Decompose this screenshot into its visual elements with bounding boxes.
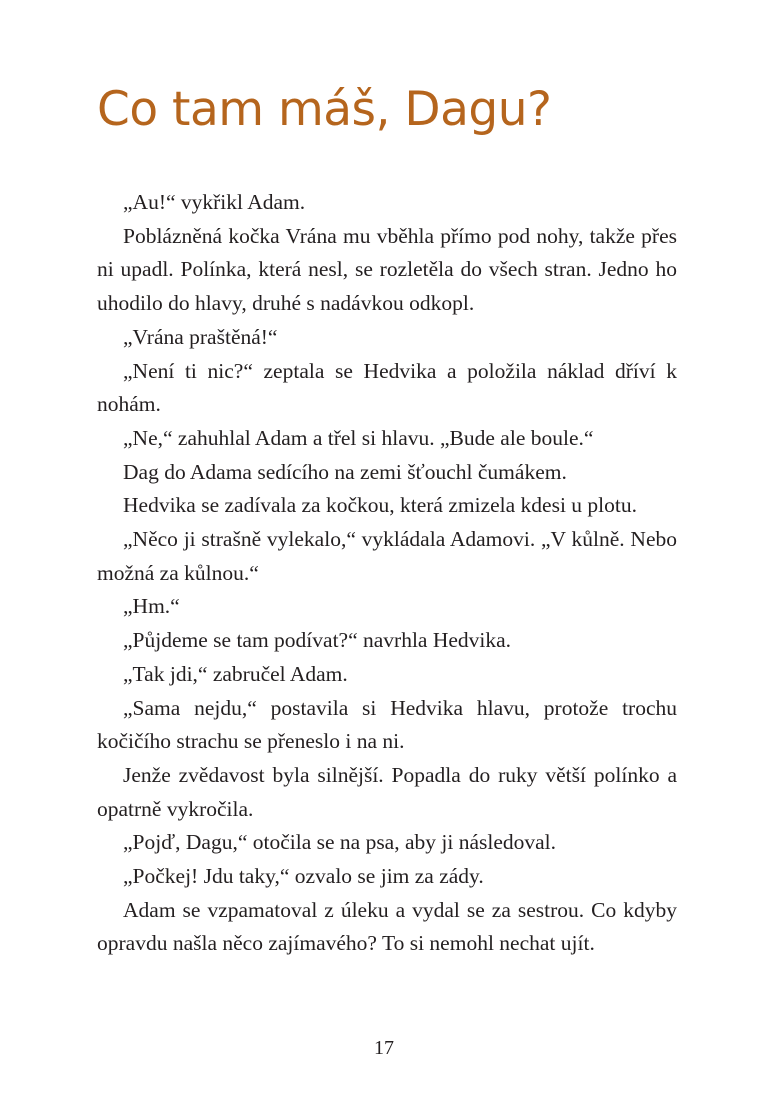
chapter-title: Co tam máš, Dagu? — [97, 82, 552, 137]
paragraph: „Není ti nic?“ zeptala se Hedvika a položila náklad dříví k nohám. — [97, 358, 677, 417]
paragraph: Hedvika se zadívala za kočkou, která zmizela kdesi u plotu. — [123, 493, 638, 518]
paragraph: Poblázněná kočka Vrána mu vběhla přímo pod nohy, takže přes ni upadl. Polínka, která nesl, se rozletěla do všech stran. Jedno ho uhodilo do hlavy, druhé s nadávkou odkopl. — [97, 223, 677, 316]
paragraph: „Pojď, Dagu,“ otočila se na psa, aby ji následoval. — [123, 830, 557, 855]
paragraph: Adam se vzpamatoval z úleku a vydal se za sestrou. Co kdyby opravdu našla něco zajímavého? To si nemohl nechat ujít. — [97, 897, 677, 956]
paragraph: „Hm.“ — [123, 594, 180, 619]
paragraph: „Půjdeme se tam podívat?“ navrhla Hedvika. — [123, 628, 512, 653]
paragraph: „Tak jdi,“ zabručel Adam. — [123, 661, 348, 686]
page-number: 17 — [374, 1037, 394, 1059]
paragraph: „Počkej! Jdu taky,“ ozvalo se jim za zády. — [123, 864, 484, 889]
paragraph: „Něco ji strašně vylekalo,“ vykládala Adamovi. „V kůlně. Nebo možná za kůlnou.“ — [97, 527, 677, 585]
paragraph: „Ne,“ zahuhlal Adam a třel si hlavu. „Bude ale boule.“ — [123, 425, 594, 450]
paragraph: „Sama nejdu,“ postavila si Hedvika hlavu, protože trochu kočičího strachu se přeneslo i na ni. — [97, 695, 677, 754]
paragraph: Dag do Adama sedícího na zemi šťouchl čumákem. — [123, 459, 567, 484]
paragraph: „Vrána praštěná!“ — [123, 324, 278, 349]
paragraph: „Au!“ vykřikl Adam. — [123, 190, 306, 214]
chapter-body — [97, 186, 677, 961]
paragraph: Jenže zvědavost byla silnější. Popadla do ruky větší polínko a opatrně vykročila. — [97, 762, 677, 821]
